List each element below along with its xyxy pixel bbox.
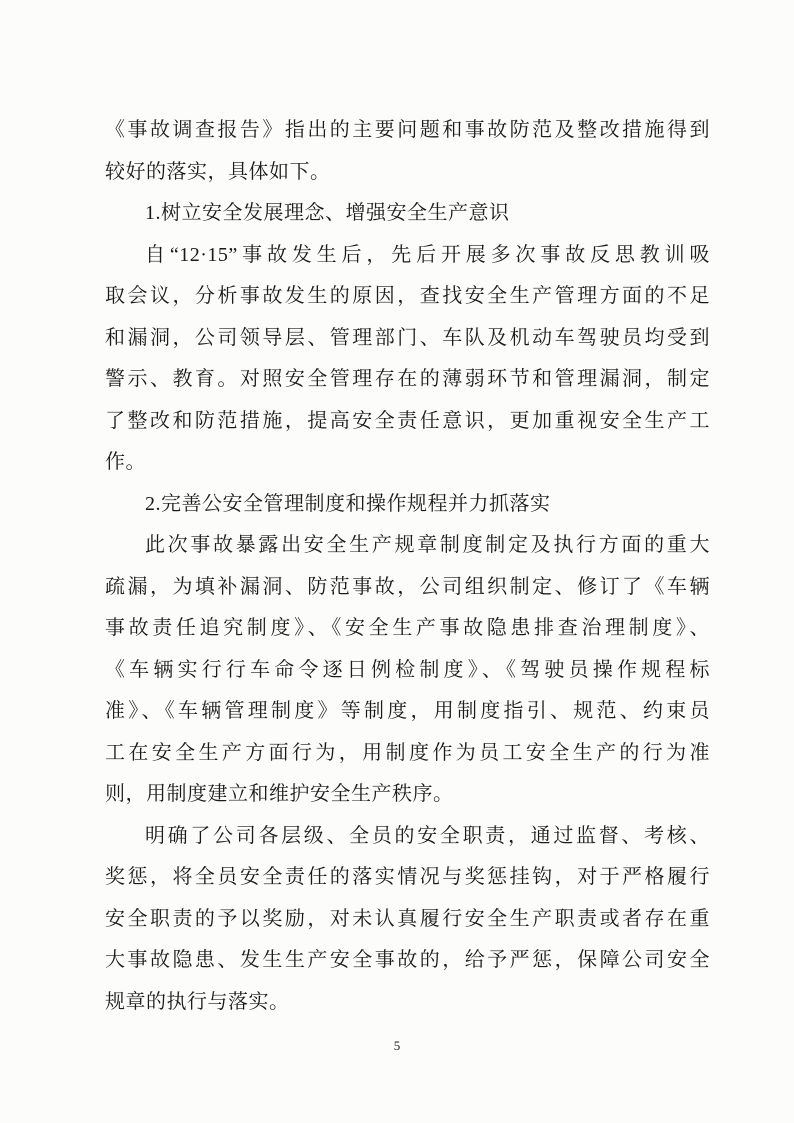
text-line: 明确了公司各层级、全员的安全职责，通过监督、考核、 <box>145 824 710 847</box>
text-line: 奖惩，将全员安全责任的落实情况与奖惩挂钩，对于严格履行 <box>105 866 710 888</box>
page-content <box>105 110 710 1023</box>
text-line: 则，用制度建立和维护安全生产秩序。 <box>105 783 454 805</box>
text-line: 准》、《车辆管理制度》等制度，用制度指引、规范、约束员 <box>105 700 710 722</box>
text-line: 事故责任追究制度》、《安全生产事故隐患排查治理制度》、 <box>105 617 710 639</box>
paragraph <box>105 110 710 193</box>
text-line: 取会议，分析事故发生的原因，查找安全生产管理方面的不足 <box>105 285 710 307</box>
text-line: 自“12·15”事故发生后，先后开展多次事故反思教训吸 <box>145 243 710 266</box>
text-line: 大事故隐患、发生生产安全事故的，给予严惩，保障公司安全 <box>105 949 710 971</box>
text-line: 疏漏，为填补漏洞、防范事故，公司组织制定、修订了《车辆 <box>105 575 710 598</box>
text-line: 《事故调查报告》指出的主要问题和事故防范及整改措施得到 <box>105 119 710 141</box>
text-line: 和漏洞，公司领导层、管理部门、车队及机动车驾驶员均受到 <box>105 326 710 349</box>
text-line: 规章的执行与落实。 <box>105 990 290 1013</box>
section-heading <box>105 484 710 526</box>
paragraph <box>105 816 710 1024</box>
paragraph <box>105 525 710 816</box>
text-line: 警示、教育。对照安全管理存在的薄弱环节和管理漏洞，制定 <box>105 368 710 390</box>
text-line: 安全职责的予以奖励，对未认真履行安全生产职责或者存在重 <box>105 907 710 930</box>
text-line: 1.树立安全发展理念、增强安全生产意识 <box>145 202 510 224</box>
text-line: 此次事故暴露出安全生产规章制度制定及执行方面的重大 <box>145 534 710 556</box>
paragraph <box>105 235 710 484</box>
text-line: 《车辆实行行车命令逐日例检制度》、《驾驶员操作规程标 <box>105 658 710 681</box>
text-line: 了整改和防范措施，提高安全责任意识，更加重视安全生产工 <box>105 409 710 432</box>
text-line: 工在安全生产方面行为，用制度作为员工安全生产的行为准 <box>105 741 710 764</box>
page-number: 5 <box>393 1038 401 1053</box>
section-heading <box>105 193 710 235</box>
text-line: 较好的落实，具体如下。 <box>105 160 331 183</box>
text-line: 作。 <box>105 451 146 473</box>
text-line: 2.完善公安全管理制度和操作规程并力抓落实 <box>145 492 551 515</box>
